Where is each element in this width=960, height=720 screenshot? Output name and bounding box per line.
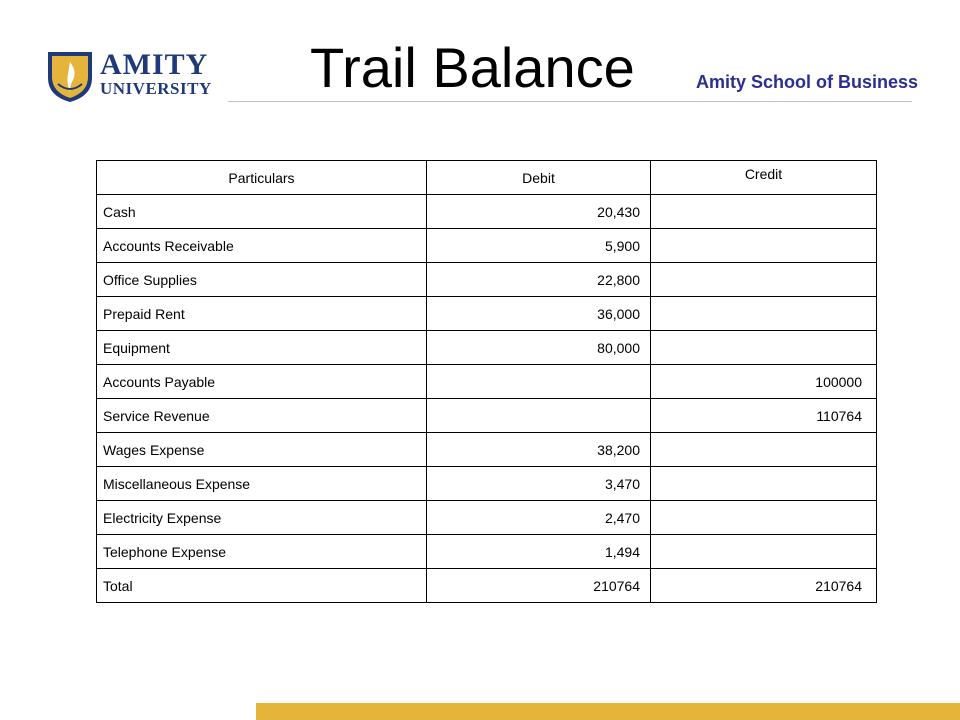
table-row: [97, 331, 877, 365]
cell-particulars: Miscellaneous Expense: [97, 467, 427, 501]
cell-credit: [651, 433, 877, 467]
cell-debit: 22,800: [427, 263, 651, 297]
table-row: [97, 229, 877, 263]
page-title: Trail Balance: [310, 36, 635, 99]
cell-particulars: Prepaid Rent: [97, 297, 427, 331]
cell-debit: 38,200: [427, 433, 651, 467]
cell-credit: [651, 229, 877, 263]
cell-debit: 5,900: [427, 229, 651, 263]
header-divider: [228, 101, 912, 102]
trial-balance-table: [96, 160, 877, 603]
cell-credit: [651, 331, 877, 365]
cell-particulars: Wages Expense: [97, 433, 427, 467]
cell-credit: 210764: [651, 569, 877, 603]
cell-debit: 2,470: [427, 501, 651, 535]
cell-credit: 100000: [651, 365, 877, 399]
table-row: [97, 501, 877, 535]
cell-credit: [651, 263, 877, 297]
logo-text-amity: AMITY: [100, 48, 209, 81]
header-particulars: Particulars: [97, 161, 427, 195]
cell-debit: [427, 365, 651, 399]
cell-particulars: Total: [97, 569, 427, 603]
amity-logo: [44, 48, 214, 104]
table-row: [97, 263, 877, 297]
table-row: [97, 297, 877, 331]
school-name: Amity School of Business: [695, 72, 918, 92]
cell-credit: [651, 535, 877, 569]
cell-debit: 20,430: [427, 195, 651, 229]
table-header-row: [97, 161, 877, 195]
table-row: [97, 569, 877, 603]
cell-debit: 3,470: [427, 467, 651, 501]
cell-debit: 36,000: [427, 297, 651, 331]
table-row: [97, 535, 877, 569]
cell-credit: 110764: [651, 399, 877, 433]
cell-particulars: Equipment: [97, 331, 427, 365]
cell-debit: [427, 399, 651, 433]
cell-particulars: Service Revenue: [97, 399, 427, 433]
cell-particulars: Telephone Expense: [97, 535, 427, 569]
cell-particulars: Electricity Expense: [97, 501, 427, 535]
table-row: [97, 467, 877, 501]
table-row: [97, 433, 877, 467]
table-row: [97, 195, 877, 229]
header-credit: Credit: [651, 161, 877, 195]
cell-credit: [651, 467, 877, 501]
cell-debit: 1,494: [427, 535, 651, 569]
table-row: [97, 399, 877, 433]
cell-particulars: Office Supplies: [97, 263, 427, 297]
cell-credit: [651, 297, 877, 331]
cell-particulars: Accounts Receivable: [97, 229, 427, 263]
cell-particulars: Accounts Payable: [97, 365, 427, 399]
logo-text-university: UNIVERSITY: [100, 79, 212, 98]
table-row: [97, 365, 877, 399]
cell-credit: [651, 501, 877, 535]
cell-credit: [651, 195, 877, 229]
footer-accent-bar: [256, 703, 960, 720]
cell-debit: 80,000: [427, 331, 651, 365]
cell-debit: 210764: [427, 569, 651, 603]
amity-shield-icon: [44, 48, 96, 104]
header-debit: Debit: [427, 161, 651, 195]
cell-particulars: Cash: [97, 195, 427, 229]
